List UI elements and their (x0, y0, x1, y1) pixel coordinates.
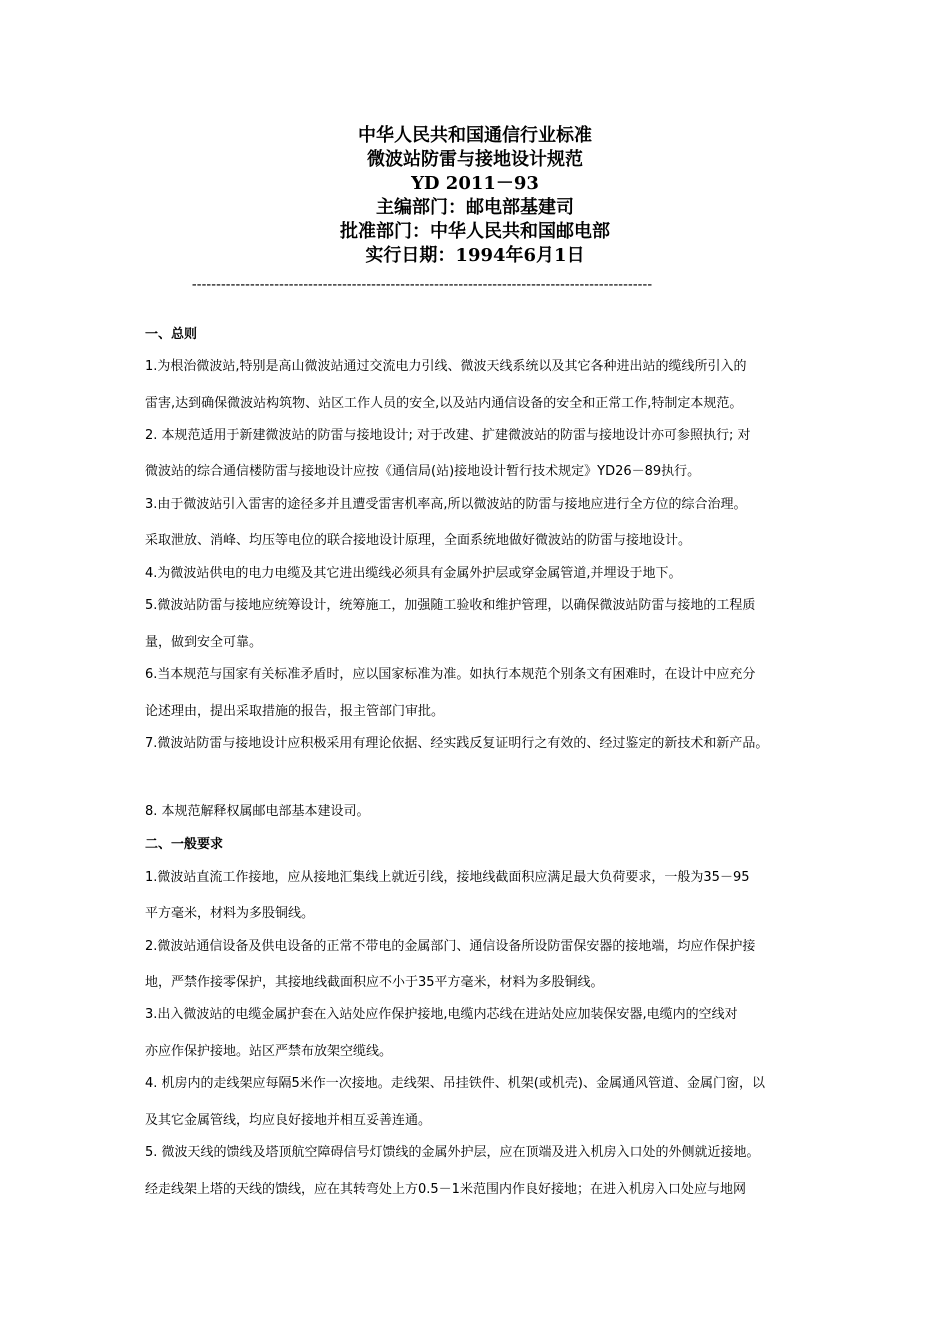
paragraph-line: 3.出入微波站的电缆金属护套在入站处应作保护接地,电缆内芯线在进站处应加装保安器,电缆内的空线对 (145, 1007, 738, 1022)
section-heading-general-requirements: 二、一般要求 (145, 837, 224, 852)
paragraph-line: 论述理由，提出采取措施的报告，报主管部门审批。 (145, 704, 445, 719)
standard-category: 中华人民共和国通信行业标准 (358, 125, 592, 146)
paragraph-line: 3.由于微波站引入雷害的途径多并且遭受雷害机率高,所以微波站的防雷与接地应进行全方位的综合治理。 (145, 497, 747, 512)
paragraph-line: 及其它金属管线，均应良好接地并相互妥善连通。 (145, 1113, 432, 1128)
separator-rule: ----------------------------------------------------------------------------------------------- (192, 276, 653, 291)
paragraph-line: 4.为微波站供电的电力电缆及其它进出缆线必须具有金属外护层或穿金属管道,并埋设于地下。 (145, 566, 682, 581)
section-heading-general: 一、总则 (145, 327, 198, 342)
paragraph-line: 2.微波站通信设备及供电设备的正常不带电的金属部门、通信设备所设防雷保安器的接地端，均应作保护接 (145, 939, 756, 954)
paragraph-line: 1.为根治微波站,特别是高山微波站通过交流电力引线、微波天线系统以及其它各种进出站的缆线所引入的 (145, 359, 747, 374)
paragraph-line: 5.微波站防雷与接地应统筹设计，统筹施工，加强随工验收和维护管理，以确保微波站防雷与接地的工程质 (145, 598, 756, 613)
paragraph-line: 8. 本规范解释权属邮电部基本建设司。 (145, 804, 370, 819)
document-title: 微波站防雷与接地设计规范 (367, 149, 583, 170)
paragraph-line: 1.微波站直流工作接地，应从接地汇集线上就近引线，接地线截面积应满足最大负荷要求，一般为35－95 (145, 870, 750, 885)
paragraph-line: 平方毫米，材料为多股铜线。 (145, 906, 315, 921)
approving-department: 批准部门：中华人民共和国邮电部 (340, 221, 610, 242)
paragraph-line: 经走线架上塔的天线的馈线，应在其转弯处上方0.5－1米范围内作良好接地；在进入机房入口处应与地网 (145, 1182, 746, 1197)
effective-date: 实行日期：1994年6月1日 (365, 245, 585, 266)
paragraph-line: 采取泄放、消峰、均压等电位的联合接地设计原理，全面系统地做好微波站的防雷与接地设计。 (145, 533, 692, 548)
paragraph-line: 地，严禁作接零保护，其接地线截面积应不小于35平方毫米，材料为多股铜线。 (145, 975, 604, 990)
paragraph-line: 微波站的综合通信楼防雷与接地设计应按《通信局(站)接地设计暂行技术规定》YD26－89执行。 (145, 464, 701, 479)
standard-number: YD 2011－93 (411, 173, 539, 194)
paragraph-line: 2. 本规范适用于新建微波站的防雷与接地设计; 对于改建、扩建微波站的防雷与接地设计亦可参照执行; 对 (145, 428, 751, 443)
editing-department: 主编部门：邮电部基建司 (376, 197, 574, 218)
paragraph-line: 5. 微波天线的馈线及塔顶航空障碍信号灯馈线的金属外护层，应在顶端及进入机房入口处的外侧就近接地。 (145, 1145, 760, 1160)
document-header (0, 124, 950, 268)
paragraph-line: 雷害,达到确保微波站构筑物、站区工作人员的安全,以及站内通信设备的安全和正常工作,特制定本规范。 (145, 396, 743, 411)
paragraph-line: 6.当本规范与国家有关标准矛盾时，应以国家标准为准。如执行本规范个别条文有困难时，在设计中应充分 (145, 667, 756, 682)
paragraph-line: 7.微波站防雷与接地设计应积极采用有理论依据、经实践反复证明行之有效的、经过鉴定的新技术和新产品。 (145, 736, 769, 751)
paragraph-line: 4. 机房内的走线架应每隔5米作一次接地。走线架、吊挂铁件、机架(或机壳)、金属通风管道、金属门窗，以 (145, 1076, 765, 1091)
paragraph-line: 亦应作保护接地。站区严禁布放架空缆线。 (145, 1044, 393, 1059)
paragraph-line: 量，做到安全可靠。 (145, 635, 263, 650)
